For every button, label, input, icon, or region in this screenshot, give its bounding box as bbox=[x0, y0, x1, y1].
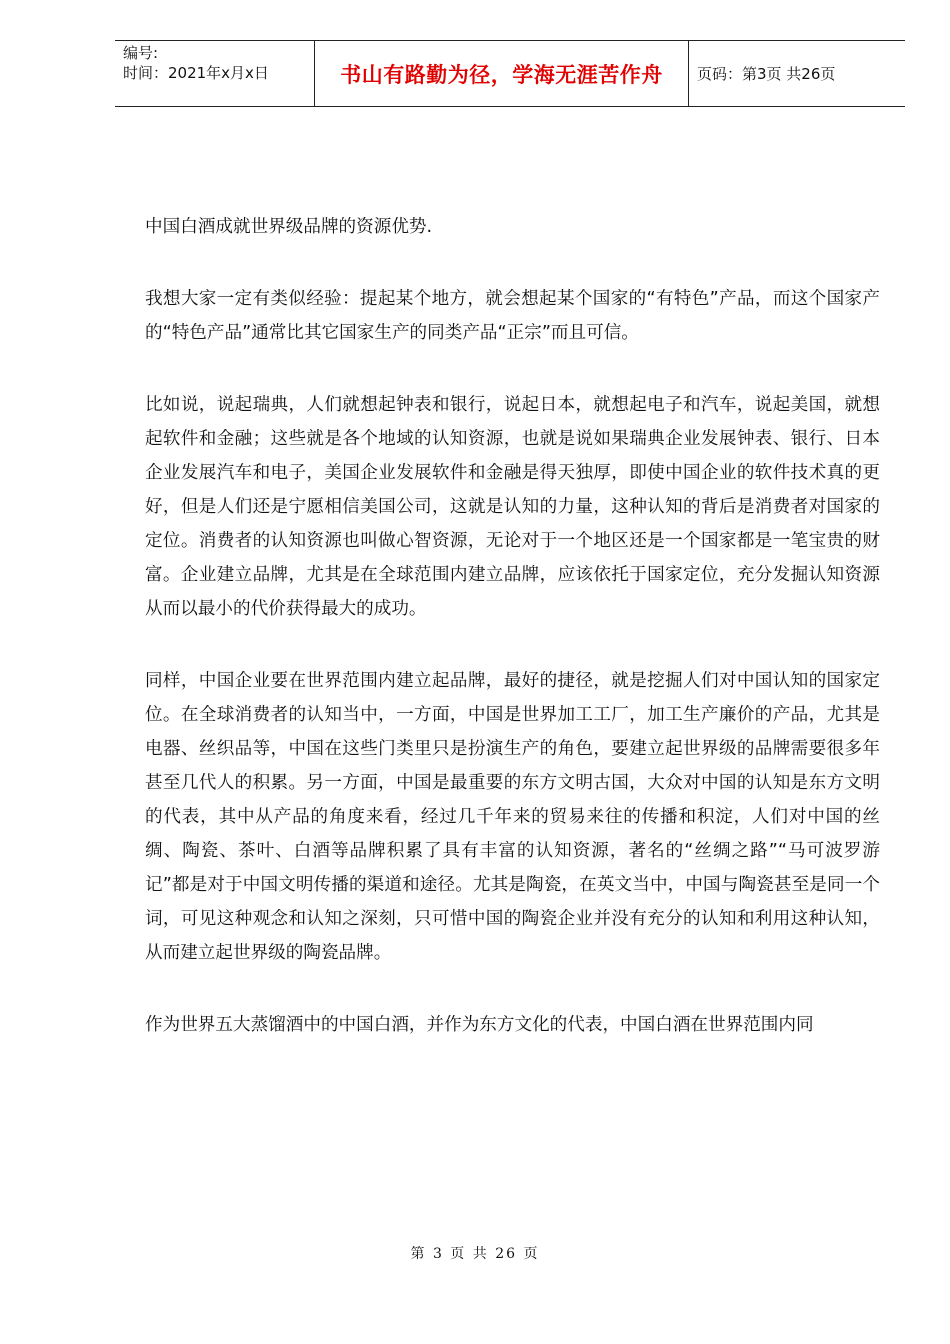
body-paragraph: 作为世界五大蒸馏酒中的中国白酒，并作为东方文化的代表，中国白酒在世界范围内同 bbox=[145, 1015, 814, 1035]
serial-label: 编号: bbox=[123, 44, 159, 62]
body-paragraph: 同样，中国企业要在世界范围内建立起品牌，最好的捷径，就是挖掘人们对中国认知的国家定位。在全球消费者的认知当中，一方面，中国是世界加工工厂，加工生产廉价的产品，尤其是电器、丝织品等，中国在这些门类里只是扮演生产的角色，要建立起世界级的品牌需要很多年甚至几代人的积累。另一方面，中国是最重要的东方文明古国，大众对中国的认知是东方文明的代表，其中从产品的角度来看，经过几千年来的贸易来往的传播和积淀，人们对中国的丝绸、陶瓷、茶叶、白酒等品牌积累了具有丰富的认知资源，著名的“丝绸之路”“马可波罗游记”都是对于中国文明传播的渠道和途径。尤其是陶瓷，在英文当中，中国与陶瓷甚至是同一个词，可见这种观念和认知之深刻，只可惜中国的陶瓷企业并没有充分的认知和利用这种认知，从而建立起世界级的陶瓷品牌。 bbox=[145, 671, 880, 963]
header-motto: 书山有路勤为径，学海无涯苦作舟 bbox=[315, 41, 689, 106]
body-paragraph: 我想大家一定有类似经验：提起某个地方，就会想起某个国家的“有特色”产品，而这个国家产的“特色产品”通常比其它国家生产的同类产品“正宗”而且可信。 bbox=[145, 289, 880, 343]
section-heading: 中国白酒成就世界级品牌的资源优势. bbox=[145, 217, 433, 237]
document-body bbox=[145, 210, 880, 1080]
time-label: 时间：2021年x月x日 bbox=[123, 64, 269, 82]
page-footer: 第 3 页 共 26 页 bbox=[410, 1246, 540, 1262]
document-header bbox=[115, 40, 905, 107]
header-meta-cell bbox=[115, 41, 315, 106]
header-page-info: 页码：第3页 共26页 bbox=[697, 65, 836, 83]
body-paragraph: 比如说，说起瑞典，人们就想起钟表和银行，说起日本，就想起电子和汽车，说起美国，就想起软件和金融；这些就是各个地域的认知资源，也就是说如果瑞典企业发展钟表、银行、日本企业发展汽车和电子，美国企业发展软件和金融是得天独厚，即使中国企业的软件技术真的更好，但是人们还是宁愿相信美国公司，这就是认知的力量，这种认知的背后是消费者对国家的定位。消费者的认知资源也叫做心智资源，无论对于一个地区还是一个国家都是一笔宝贵的财富。企业建立品牌，尤其是在全球范围内建立品牌，应该依托于国家定位，充分发掘认知资源从而以最小的代价获得最大的成功。 bbox=[145, 395, 880, 619]
